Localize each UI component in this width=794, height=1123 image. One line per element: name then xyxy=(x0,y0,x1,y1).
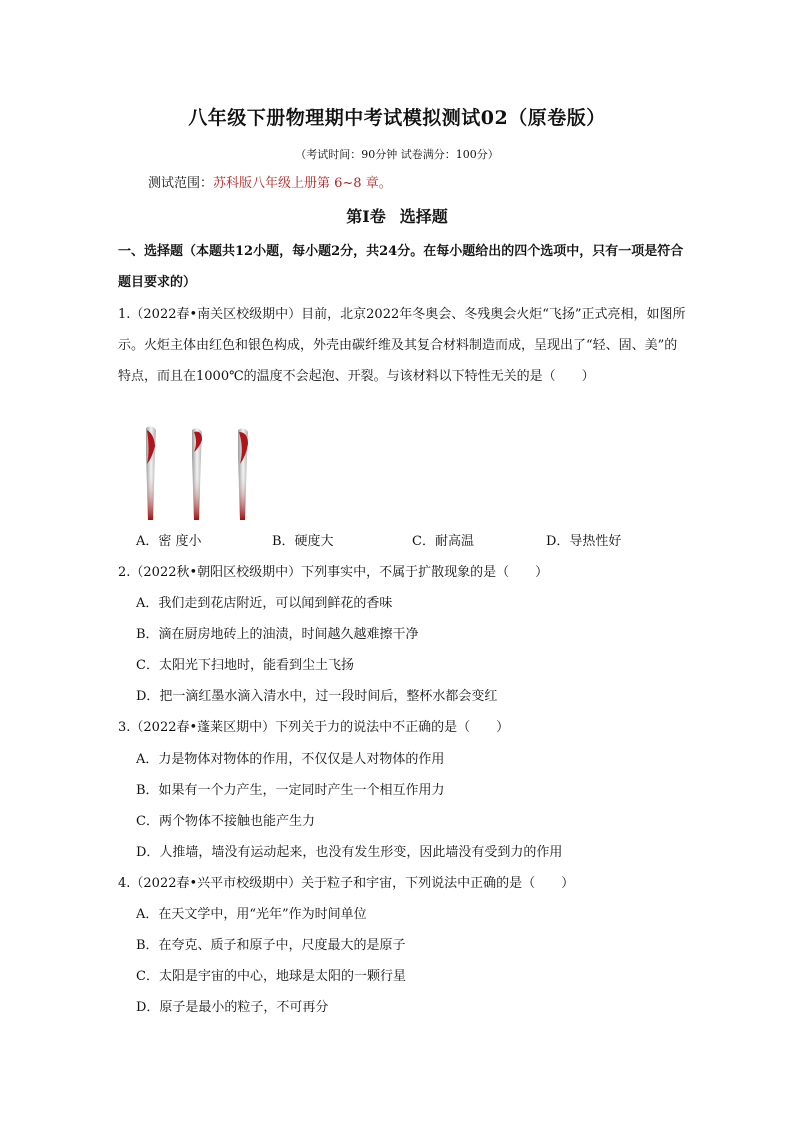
torch-image xyxy=(136,424,266,524)
question-1-option-c: C．耐高温 xyxy=(412,534,474,549)
question-4-option-b: B．在夸克、质子和原子中，尺度最大的是原子 xyxy=(136,938,406,953)
torch-1 xyxy=(146,426,156,520)
question-2-option-d: D．把一滴红墨水滴入清水中，过一段时间后，整杯水都会变红 xyxy=(136,689,498,704)
test-scope-label: 测试范围： xyxy=(148,176,214,191)
section-instruction: 一、选择题（本题共12小题，每小题2分，共24分。在每小题给出的四个选项中，只有一项是符合题目要求的） xyxy=(118,244,684,290)
question-2-option-b: B．滴在厨房地砖上的油渍，时间越久越难擦干净 xyxy=(136,627,419,642)
section-heading xyxy=(0,204,794,227)
question-2-option-a: A．我们走到花店附近，可以闻到鲜花的香味 xyxy=(136,596,393,611)
exam-title: 八年级下册物理期中考试模拟测试02（原卷版） xyxy=(188,107,606,129)
question-3-stem: 3.（2022春•蓬莱区期中）下列关于力的说法中不正确的是（ ） xyxy=(118,720,510,735)
question-2-option-c: C．太阳光下扫地时，能看到尘土飞扬 xyxy=(136,658,354,673)
section-name: 选择题 xyxy=(399,207,448,226)
question-1-option-b: B．硬度大 xyxy=(272,534,334,549)
question-4-option-c: C．太阳是宇宙的中心，地球是太阳的一颗行星 xyxy=(136,969,406,984)
question-1-option-d: D．导热性好 xyxy=(546,534,622,549)
question-1-stem: 1.（2022春•南关区校级期中）目前，北京2022年冬奥会、冬残奥会火炬“飞扬”正式亮相，如图所示。火炬主体由红色和银色构成，外壳由碳纤维及其复合材料制造而成，呈现出了“轻、固、美”的特点，而且在1000℃的温度不会起泡、开裂。与该材料以下特性无关的是（ ） xyxy=(118,307,686,384)
question-3-option-a: A．力是物体对物体的作用，不仅仅是人对物体的作用 xyxy=(136,752,445,767)
question-3-option-d: D．人推墙，墙没有运动起来，也没有发生形变，因此墙没有受到力的作用 xyxy=(136,845,563,860)
test-scope xyxy=(148,172,392,191)
question-3-option-b: B．如果有一个力产生，一定同时产生一个相互作用力 xyxy=(136,783,445,798)
question-3-option-c: C．两个物体不接触也能产生力 xyxy=(136,814,315,829)
torch-3 xyxy=(238,428,248,520)
question-4-option-d: D．原子是最小的粒子，不可再分 xyxy=(136,1000,329,1015)
section-part: 第Ⅰ卷 xyxy=(346,207,386,226)
question-1-option-a: A．密 度小 xyxy=(136,534,202,549)
torch-2 xyxy=(192,428,202,520)
question-2-stem: 2.（2022秋•朝阳区校级期中）下列事实中，不属于扩散现象的是（ ） xyxy=(118,565,549,580)
test-scope-value: 苏科版八年级上册第 6~8 章。 xyxy=(213,176,392,191)
question-4-option-a: A．在天文学中，用“光年”作为时间单位 xyxy=(136,907,367,922)
exam-meta: （考试时间：90分钟 试卷满分：100分） xyxy=(295,148,499,161)
question-4-stem: 4.（2022春•兴平市校级期中）关于粒子和宇宙，下列说法中正确的是（ ） xyxy=(118,876,575,891)
